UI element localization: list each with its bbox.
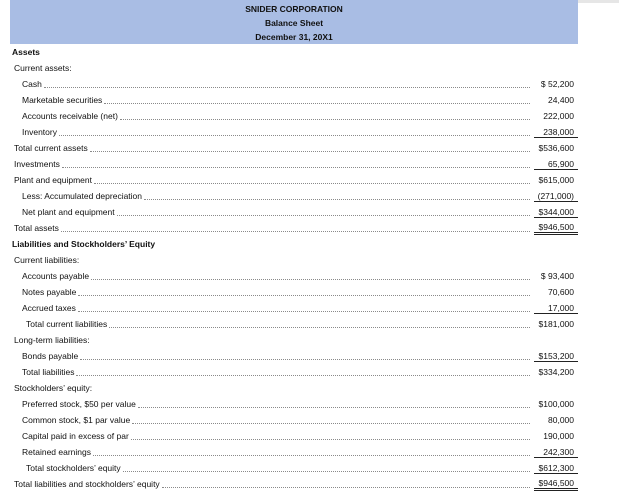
line-item-value: $334,200 xyxy=(538,367,574,377)
line-item-label: Less: Accumulated depreciation xyxy=(10,191,144,201)
leader-dots xyxy=(93,454,530,456)
line-item-value: $946,500 xyxy=(534,478,578,491)
leader-dots xyxy=(94,182,530,184)
subsection-heading-label: Current liabilities: xyxy=(10,255,81,265)
leader-dots xyxy=(117,214,530,216)
leader-dots xyxy=(59,134,530,136)
line-item-value: 17,000 xyxy=(534,303,578,314)
leader-dots xyxy=(132,422,530,424)
line-item-value: 242,300 xyxy=(534,447,578,458)
line-item-value: $ 93,400 xyxy=(540,271,574,281)
line-item-value: $344,000 xyxy=(534,207,578,218)
line-item-label: Common stock, $1 par value xyxy=(10,415,132,425)
line-item xyxy=(10,204,578,220)
leader-dots xyxy=(104,102,530,104)
line-item-label: Net plant and equipment xyxy=(10,207,117,217)
section-heading-label: Assets xyxy=(12,47,40,57)
line-item xyxy=(10,396,578,412)
balance-sheet-rows xyxy=(10,44,578,492)
line-item-value: (271,000) xyxy=(534,191,578,202)
line-item-value: $ 52,200 xyxy=(540,79,574,89)
section-heading xyxy=(10,44,578,60)
line-item-label: Total current liabilities xyxy=(10,319,109,329)
line-item-value: 24,400 xyxy=(548,95,574,105)
line-item-label: Investments xyxy=(10,159,62,169)
line-item-value: 65,900 xyxy=(534,159,578,170)
company-name: SNIDER CORPORATION xyxy=(245,4,343,14)
line-item-value: $181,000 xyxy=(538,319,574,329)
line-item xyxy=(10,92,578,108)
leader-dots xyxy=(138,406,530,408)
leader-dots xyxy=(62,166,530,168)
line-item xyxy=(10,412,578,428)
line-item-label: Capital paid in excess of par xyxy=(10,431,131,441)
line-item-value: $536,600 xyxy=(538,143,574,153)
line-item xyxy=(10,460,578,476)
line-item-value: 222,000 xyxy=(543,111,574,121)
leader-dots xyxy=(131,438,530,440)
line-item-label: Accrued taxes xyxy=(10,303,78,313)
leader-dots xyxy=(61,230,530,232)
line-item-label: Notes payable xyxy=(10,287,78,297)
line-item xyxy=(10,284,578,300)
line-item xyxy=(10,220,578,236)
line-item-label: Marketable securities xyxy=(10,95,104,105)
line-item xyxy=(10,188,578,204)
statement-title: Balance Sheet xyxy=(264,18,324,28)
line-item-label: Total liabilities and stockholders’ equity xyxy=(10,479,162,489)
line-item xyxy=(10,364,578,380)
line-item-value: 70,600 xyxy=(548,287,574,297)
section-heading xyxy=(10,236,578,252)
line-item-label: Retained earnings xyxy=(10,447,93,457)
leader-dots xyxy=(90,150,530,152)
subsection-heading xyxy=(10,252,578,268)
line-item-label: Bonds payable xyxy=(10,351,80,361)
line-item-value: $946,500 xyxy=(534,222,578,235)
subsection-heading-label: Long-term liabilities: xyxy=(10,335,92,345)
line-item-label: Plant and equipment xyxy=(10,175,94,185)
leader-dots xyxy=(91,278,530,280)
line-item xyxy=(10,316,578,332)
line-item-label: Preferred stock, $50 per value xyxy=(10,399,138,409)
subsection-heading xyxy=(10,332,578,348)
leader-dots xyxy=(144,198,530,200)
section-heading-label: Liabilities and Stockholders’ Equity xyxy=(12,239,156,249)
line-item xyxy=(10,124,578,140)
line-item xyxy=(10,156,578,172)
line-item xyxy=(10,76,578,92)
line-item-label: Inventory xyxy=(10,127,59,137)
line-item xyxy=(10,444,578,460)
line-item-label: Total assets xyxy=(10,223,61,233)
line-item xyxy=(10,348,578,364)
line-item-value: 80,000 xyxy=(548,415,574,425)
leader-dots xyxy=(78,294,530,296)
line-item-label: Accounts payable xyxy=(10,271,91,281)
subsection-heading xyxy=(10,60,578,76)
line-item-value: $615,000 xyxy=(538,175,574,185)
line-item xyxy=(10,300,578,316)
line-item-label: Total liabilities xyxy=(10,367,76,377)
line-item xyxy=(10,140,578,156)
leader-dots xyxy=(120,118,530,120)
line-item xyxy=(10,108,578,124)
line-item-value: 238,000 xyxy=(534,127,578,138)
line-item xyxy=(10,268,578,284)
line-item-value: 190,000 xyxy=(543,431,574,441)
line-item-value: $153,200 xyxy=(534,351,578,362)
line-item xyxy=(10,428,578,444)
leader-dots xyxy=(44,86,530,88)
statement-date: December 31, 20X1 xyxy=(255,32,333,42)
statement-header xyxy=(10,0,578,44)
leader-dots xyxy=(80,358,530,360)
leader-dots xyxy=(123,470,530,472)
subsection-heading-label: Current assets: xyxy=(10,63,74,73)
subsection-heading-label: Stockholders’ equity: xyxy=(10,383,94,393)
line-item-label: Total current assets xyxy=(10,143,90,153)
line-item-label: Accounts receivable (net) xyxy=(10,111,120,121)
line-item xyxy=(10,172,578,188)
leader-dots xyxy=(76,374,530,376)
line-item-label: Cash xyxy=(10,79,44,89)
leader-dots xyxy=(109,326,530,328)
line-item-value: $100,000 xyxy=(538,399,574,409)
line-item-label: Total stockholders’ equity xyxy=(10,463,123,473)
line-item-value: $612,300 xyxy=(534,463,578,474)
subsection-heading xyxy=(10,380,578,396)
line-item xyxy=(10,476,578,492)
leader-dots xyxy=(162,486,530,488)
leader-dots xyxy=(78,310,530,312)
